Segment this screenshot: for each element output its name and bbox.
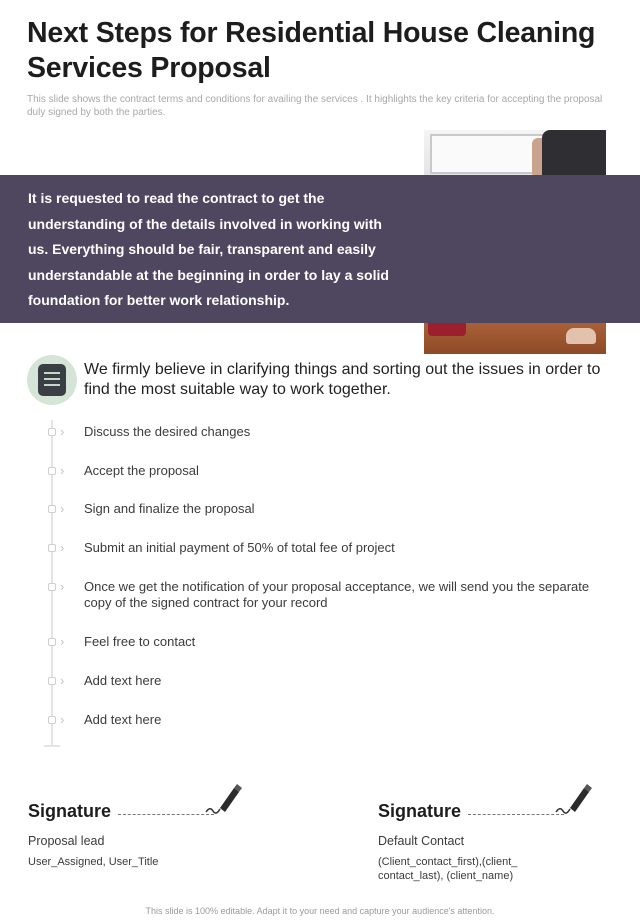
step-text: Submit an initial payment of 50% of total fee of project — [84, 540, 395, 555]
chevron-right-icon: › — [60, 424, 65, 439]
highlight-band-text: It is requested to read the contract to get the understanding of the details involved in working with us. Everything should be fair, transparent and easily understandable at the beginning in order to lay a solid foundation for better work relationship. — [28, 190, 389, 309]
step-node — [48, 583, 56, 591]
intro-text: We firmly believe in clarifying things and sorting out the issues in order to find the most suitable way to work together. — [84, 361, 601, 398]
timeline-end — [44, 745, 60, 747]
step-node — [48, 716, 56, 724]
pen-icon — [554, 778, 594, 818]
pen-icon — [204, 778, 244, 818]
signature-name: (Client_contact_first),(client_ contact_last), (client_name) — [378, 856, 518, 882]
step-node — [48, 544, 56, 552]
chevron-right-icon: › — [60, 673, 65, 688]
step-node — [48, 677, 56, 685]
step-text: Add text here — [84, 712, 162, 727]
chevron-right-icon: › — [60, 463, 65, 478]
step-node — [48, 638, 56, 646]
signature-line — [118, 814, 214, 815]
signature-name: User_Assigned, User_Title — [28, 856, 159, 868]
chevron-right-icon: › — [60, 540, 65, 555]
signature-heading: Signature — [28, 801, 112, 821]
step-node — [48, 428, 56, 436]
chevron-right-icon: › — [60, 501, 65, 516]
step-text: Once we get the notification of your proposal acceptance, we will send you the separate copy of the signed contract for your record — [84, 579, 590, 610]
page-title: Next Steps for Residential House Cleaning Services Proposal — [27, 17, 596, 84]
signature-block-right — [378, 800, 618, 882]
step-node — [48, 505, 56, 513]
chevron-right-icon: › — [60, 712, 65, 727]
step-text: Accept the proposal — [84, 463, 199, 478]
step-text: Sign and finalize the proposal — [84, 501, 255, 516]
footer-note: This slide is 100% editable. Adapt it to your need and capture your audience's attention. — [145, 906, 495, 916]
step-text: Feel free to contact — [84, 634, 196, 649]
chevron-right-icon: › — [60, 634, 65, 649]
step-node — [48, 467, 56, 475]
page-subtitle: This slide shows the contract terms and conditions for availing the services . It highlights the key criteria for accepting the proposal duly signed by both the parties. — [27, 94, 603, 118]
signature-block-left — [28, 800, 268, 868]
signature-role: Default Contact — [378, 834, 465, 848]
chevron-right-icon: › — [60, 579, 65, 594]
checklist-icon — [38, 364, 66, 396]
step-text: Add text here — [84, 673, 162, 688]
step-text: Discuss the desired changes — [84, 424, 251, 439]
signature-heading: Signature — [378, 801, 462, 821]
checklist-badge — [27, 355, 77, 405]
signature-line — [468, 814, 564, 815]
signature-role: Proposal lead — [28, 834, 105, 848]
